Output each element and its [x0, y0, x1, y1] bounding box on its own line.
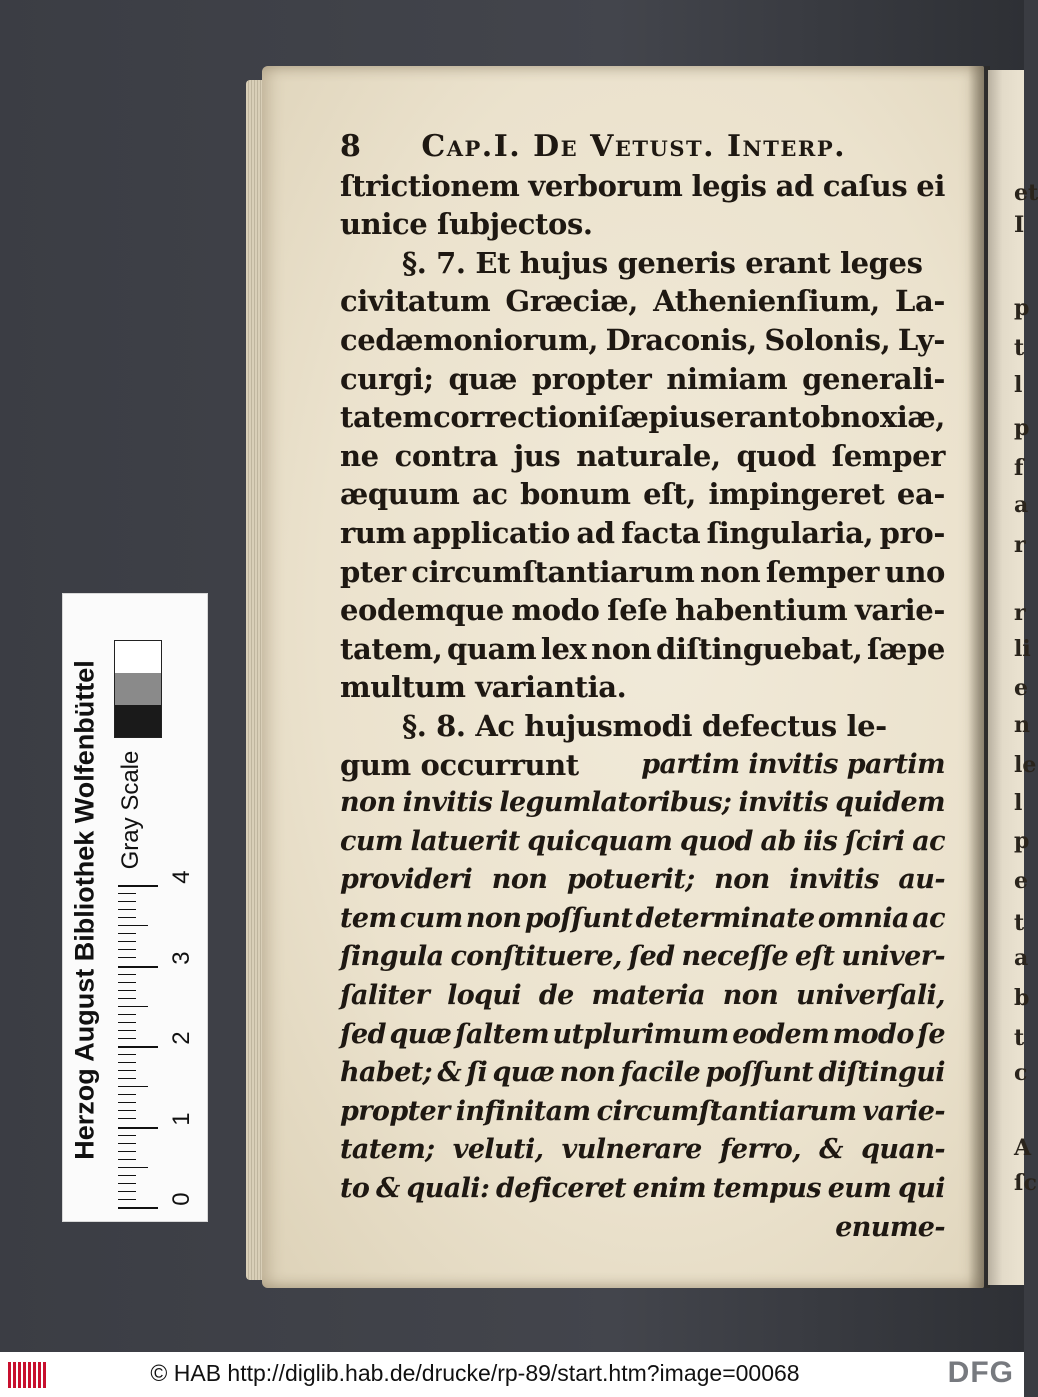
ruler-tick: [118, 1110, 136, 1111]
facing-letter: a: [1014, 492, 1029, 518]
word: tempus: [712, 1173, 821, 1205]
word: quod: [736, 438, 816, 473]
text-line: [340, 398, 945, 437]
word: univerſali,: [795, 980, 945, 1012]
facing-letter: n: [1014, 712, 1030, 738]
page-number: 8: [340, 129, 363, 164]
word: ſe: [917, 1018, 945, 1050]
word: non: [591, 631, 652, 666]
word: non: [491, 864, 548, 896]
word: cedæmoniorum,: [340, 322, 599, 357]
word: provideri: [340, 864, 473, 896]
ruler-tick: [118, 1183, 136, 1184]
word: cum: [340, 825, 403, 857]
ruler-tick: [118, 893, 136, 894]
text-line: [340, 938, 945, 977]
text-line: [340, 1131, 945, 1170]
ruler-tick: [118, 1038, 136, 1039]
word: tatem;: [340, 1134, 435, 1166]
word: de: [538, 980, 574, 1012]
word: diſtingui: [818, 1057, 945, 1089]
word: ſæpe: [867, 631, 945, 666]
word: deficeret: [496, 1173, 627, 1205]
word: omnia: [817, 902, 909, 934]
ruler-tick: [118, 1151, 136, 1152]
text-line: [340, 630, 945, 669]
word: Græciæ,: [505, 284, 638, 319]
text-line: [340, 1093, 945, 1132]
word: non: [699, 554, 761, 589]
gutter-shadow: [968, 66, 990, 1288]
text-line: [340, 553, 945, 592]
word: eſt: [794, 941, 835, 973]
facing-letter: le: [1014, 752, 1037, 778]
word: La-: [894, 284, 945, 319]
word: circumſtantiarum: [596, 1095, 857, 1127]
word: ſed: [340, 1018, 386, 1050]
ruler-tick: [118, 1143, 136, 1144]
ruler-tick: [118, 949, 136, 950]
word: legis: [691, 168, 767, 203]
text-line: [340, 900, 945, 939]
word: uno: [884, 554, 945, 589]
text-line: [340, 475, 945, 514]
word: non: [465, 902, 522, 934]
hab-logo-icon: [8, 1362, 46, 1388]
word: ac: [471, 477, 508, 512]
word: rum: [340, 515, 406, 550]
text-line: multum variantia.: [340, 670, 627, 705]
facing-letter: p: [1014, 828, 1030, 854]
text-line: unice ſubjectos.: [340, 207, 593, 242]
word: conſtituere,: [450, 941, 622, 973]
ruler-tick: [118, 933, 136, 934]
text-line: [340, 823, 945, 862]
word: ſi: [466, 1057, 488, 1089]
word: quali:: [406, 1173, 490, 1205]
text-line: [340, 437, 945, 476]
ruler-tick: [118, 1054, 136, 1055]
facing-letter: l: [1014, 790, 1023, 816]
word: eodemque: [340, 593, 504, 628]
word: ſingula: [340, 941, 444, 973]
word: Draconis,: [605, 322, 757, 357]
facing-letter: I: [1014, 212, 1025, 238]
ruler-number: 1: [168, 1111, 195, 1126]
word: ſemper: [765, 554, 880, 589]
facing-letter: e: [1014, 675, 1028, 701]
word: infinitam: [455, 1095, 591, 1127]
ruler-tick: [118, 966, 158, 968]
ruler-tick: [118, 1070, 136, 1071]
word: obnoxiæ,: [801, 400, 945, 435]
facing-letter: A: [1014, 1135, 1032, 1161]
word: ei: [916, 168, 945, 203]
ruler-tick: [118, 909, 136, 910]
word: quod: [679, 825, 753, 857]
ruler-tick: [118, 1191, 136, 1192]
word: curgi;: [340, 361, 434, 396]
word: materia: [591, 980, 705, 1012]
ruler-tick: [118, 1030, 136, 1031]
word: invitis: [738, 787, 829, 819]
facing-letter: t: [1014, 335, 1025, 361]
word: legumlatoribus;: [499, 787, 732, 819]
ruler-tick: [118, 957, 136, 958]
text-line: [340, 514, 945, 553]
word: qui: [897, 1173, 945, 1205]
text-line: [340, 282, 945, 321]
ruler-tick: [118, 990, 136, 991]
word: poſſunt: [524, 902, 633, 934]
word: ſingularia,: [706, 515, 874, 550]
ruler-number: 2: [168, 1031, 195, 1045]
word: neceſſe: [681, 941, 789, 973]
word: invitis: [402, 787, 493, 819]
ruler-number: 3: [168, 950, 195, 965]
facing-letter: t: [1014, 910, 1025, 936]
ruler-tick: [118, 917, 136, 918]
word: modo: [832, 1018, 914, 1050]
ruler-ticks: [118, 885, 158, 1207]
ruler-tick: [118, 982, 136, 983]
ruler-tick: [118, 998, 136, 999]
facing-letter: et: [1014, 180, 1038, 206]
word: enim: [632, 1173, 706, 1205]
word: correctioni: [433, 400, 609, 435]
ruler-tick: [118, 1062, 136, 1063]
word: habentium: [675, 593, 848, 628]
ruler-tick: [118, 901, 136, 902]
word: quan-: [861, 1134, 945, 1166]
facing-letter: c: [1014, 1060, 1028, 1086]
word: non: [340, 787, 396, 819]
facing-letter: l: [1014, 372, 1023, 398]
word: ad: [775, 168, 814, 203]
gray-scale-caption: Gray Scale: [117, 750, 144, 870]
facing-letter: e: [1014, 868, 1028, 894]
ruler-tick: [118, 1167, 148, 1168]
word: ſæpius: [608, 400, 716, 435]
ruler-tick: [118, 1022, 136, 1023]
facing-letter: p: [1014, 415, 1030, 441]
text-line: [340, 360, 945, 399]
text-line: [340, 1170, 945, 1209]
word: lex: [540, 631, 587, 666]
word: ac: [912, 902, 945, 934]
word: naturale,: [576, 438, 721, 473]
word: ſed: [628, 941, 675, 973]
word: ſeſe: [607, 593, 668, 628]
word: vulnerare: [561, 1134, 702, 1166]
word: loqui: [447, 980, 522, 1012]
word: propter: [340, 1095, 450, 1127]
word: eum: [827, 1173, 892, 1205]
ruler-tick: [118, 1006, 148, 1007]
running-header: [340, 128, 945, 167]
ruler-tick: [118, 1199, 136, 1200]
ruler-tick: [118, 1078, 136, 1079]
swatch-black: [115, 705, 161, 737]
word: to: [340, 1173, 370, 1205]
ruler-tick: [118, 1207, 158, 1209]
word: jus: [513, 438, 561, 473]
word: eodem: [732, 1018, 830, 1050]
word: non: [714, 864, 770, 896]
word: æquum: [340, 477, 460, 512]
facing-letter: b: [1014, 985, 1030, 1011]
text-line: [340, 1016, 945, 1055]
ruler-tick: [118, 1135, 136, 1136]
word: eſt,: [643, 477, 696, 512]
ruler-tick: [118, 1102, 136, 1103]
word: tem: [340, 902, 397, 934]
ruler-tick: [118, 1127, 158, 1129]
facing-letter: r: [1014, 532, 1026, 558]
ruler-number: 0: [168, 1192, 195, 1206]
word: varie-: [862, 1095, 945, 1127]
text-line: [340, 167, 945, 206]
word: poſſunt: [705, 1057, 814, 1089]
facing-letter: p: [1014, 295, 1030, 321]
text-line: [340, 321, 945, 360]
footer-credit[interactable]: © HAB http://diglib.hab.de/drucke/rp-89/start.htm?image=00068: [150, 1360, 800, 1386]
word: applicatio: [412, 515, 570, 550]
word: diſtinguebat,: [655, 631, 863, 666]
word: bonum: [520, 477, 631, 512]
word: non: [722, 980, 779, 1012]
word: quæ: [492, 1057, 555, 1089]
text-lines: [340, 167, 945, 1248]
ruler-tick: [118, 974, 136, 975]
word: pter: [340, 554, 406, 589]
ruler-tick: [118, 1118, 136, 1119]
word: ſaliter: [340, 980, 430, 1012]
word: quæ: [389, 1018, 452, 1050]
ruler-tick: [118, 925, 148, 926]
gray-swatches: [114, 640, 162, 738]
word: erant: [716, 400, 802, 435]
word: &: [437, 1057, 462, 1089]
facing-letter: ſc: [1014, 1170, 1037, 1196]
text-line: [340, 861, 945, 900]
word: cum: [399, 902, 463, 934]
word: latuerit: [410, 825, 520, 857]
ruler-tick: [118, 885, 158, 887]
word: impingeret: [708, 477, 885, 512]
word: &: [375, 1173, 400, 1205]
word: varie-: [854, 593, 945, 628]
page-text-block: [340, 128, 945, 1247]
ruler-tick: [118, 941, 136, 942]
word: potuerit;: [566, 864, 695, 896]
word: ab: [760, 825, 796, 857]
word: nimiam: [666, 361, 788, 396]
word: quicquam: [527, 825, 673, 857]
word: ferro,: [719, 1134, 801, 1166]
word: propter: [531, 361, 652, 396]
facing-letter: li: [1014, 636, 1031, 662]
facing-letter: r: [1014, 600, 1026, 626]
roman-segment: gum occurrunt: [340, 747, 579, 782]
ruler-tick: [118, 1094, 136, 1095]
word: pro-: [879, 515, 945, 550]
word: civitatum: [340, 284, 491, 319]
word: ad: [576, 515, 615, 550]
text-line: §. 7. Et hujus generis erant leges: [402, 245, 923, 280]
word: determinate: [635, 902, 815, 934]
text-line: [340, 977, 945, 1016]
text-line: [340, 591, 945, 630]
word: iis: [803, 825, 838, 857]
ruler-tick: [118, 1086, 148, 1087]
footer-bar: [0, 1352, 1024, 1397]
word: Solonis,: [764, 322, 891, 357]
word: contra: [394, 438, 498, 473]
word: modo: [511, 593, 600, 628]
word: ſtrictionem: [340, 168, 520, 203]
dfg-logo: DFG: [947, 1356, 1014, 1389]
ruler-tick: [118, 1175, 136, 1176]
italic-segment: partim invitis partim: [641, 748, 945, 780]
word: veluti,: [452, 1134, 544, 1166]
word: ne: [340, 438, 379, 473]
word: au-: [898, 864, 945, 896]
word: tatem: [340, 400, 433, 435]
word: ea-: [896, 477, 945, 512]
swatch-white: [115, 641, 161, 673]
swatch-gray: [115, 673, 161, 705]
word: ac: [912, 825, 945, 857]
word: invitis: [789, 864, 879, 896]
ruler-number: 4: [168, 870, 195, 884]
word: facile: [620, 1057, 701, 1089]
facing-letter: f: [1014, 455, 1024, 481]
ruler-tick: [118, 1159, 136, 1160]
word: ſaltem: [454, 1018, 549, 1050]
word: facta: [621, 515, 701, 550]
word: Ly-: [897, 322, 945, 357]
text-line: [340, 746, 945, 785]
word: generali-: [802, 361, 945, 396]
word: ſciri: [844, 825, 905, 857]
word: non: [559, 1057, 616, 1089]
ruler-tick: [118, 1014, 136, 1015]
word: quæ: [448, 361, 517, 396]
facing-letter: t: [1014, 1025, 1025, 1051]
word: caſus: [822, 168, 908, 203]
word: tatem,: [340, 631, 443, 666]
ruler-tick: [118, 1046, 158, 1048]
word: ſemper: [831, 438, 945, 473]
word: Athenienſium,: [653, 284, 880, 319]
text-line: §. 8. Ac hujusmodi defectus le-: [402, 708, 887, 743]
facing-letter: a: [1014, 945, 1029, 971]
word: quidem: [835, 787, 945, 819]
running-title: Cap.I. De Vetust. Interp.: [421, 129, 847, 164]
text-line: [340, 784, 945, 823]
word: quam: [447, 631, 537, 666]
word: verborum: [528, 168, 683, 203]
word: circumſtantiarum: [411, 554, 695, 589]
text-line: enume-: [835, 1211, 945, 1243]
word: &: [819, 1134, 843, 1166]
text-line: [340, 1054, 945, 1093]
word: univer-: [841, 941, 945, 973]
word: habet;: [340, 1057, 433, 1089]
institution-label: Herzog August Bibliothek Wolfenbüttel: [69, 660, 100, 1160]
word: utplurimum: [552, 1018, 729, 1050]
